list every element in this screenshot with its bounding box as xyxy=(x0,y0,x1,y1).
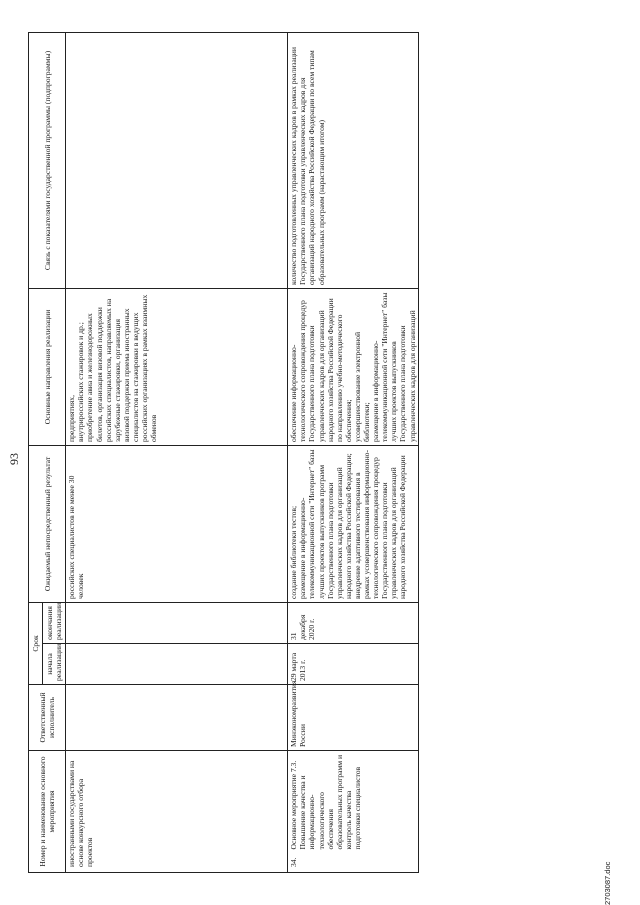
cell-start xyxy=(66,644,288,685)
header-row-1 xyxy=(29,32,43,872)
cell-name: иностранными государствами на основе конкурсного отбора проектов xyxy=(66,751,288,873)
cell-directions: обеспечение информационно-технологического сопровождения процедур Государственного плана подготовки управленческих кадров для организаций народного хозяйства Российской Федерации по направлению учебно-методического обеспечения; усовершенствование электронной библиотеки; размещение в информационно-телекоммуникационной сети "Интернет" базы лучших проектов выпускников Государственного плана подготовки управленческих кадров для организаций xyxy=(288,288,418,445)
header-link: Связь с показателями государственной программы (подпрограммы) xyxy=(29,32,66,288)
cell-responsible: Минэкономразвития России xyxy=(288,685,418,751)
document-id: 2703087.doc xyxy=(603,861,612,905)
measures-table xyxy=(28,32,419,873)
cell-link xyxy=(66,32,288,288)
header-term: Срок xyxy=(29,602,43,684)
table-row xyxy=(66,32,288,872)
cell-result: создание библиотеки тестов; размещение в информационно-телекоммуникационной сети "Интернет" базы лучших проектов выпускников программ Государственного плана подготовки управленческих кадров для организаций народного хозяйства Российской Федерации; внедрение адаптивного тестирования в рамках усовершенствования информационно-технологического сопровождения процедур Государственного плана подготовки управленческих кадров для организаций народного хозяйства Российской Федерации xyxy=(288,445,418,602)
cell-result: российских специалистов не менее 30 человек xyxy=(66,445,288,602)
header-end: окончания реализации xyxy=(43,602,66,643)
header-start: начала реализации xyxy=(43,644,66,685)
cell-directions: предприятиях, внутрироссийских стажировок и др.; приобретение авиа и железнодорожных билетов, организация визовой поддержки российских специалистов, направляемых на зарубежные стажировки, организация визовой поддержки приема иностранных специалистов на стажировки в ведущих российских организациях в рамках взаимных обменов xyxy=(66,288,288,445)
table-row xyxy=(288,32,418,872)
cell-num-name xyxy=(288,751,418,873)
cell-end: 31 декабря 2020 г. xyxy=(288,602,418,643)
cell-link: количество подготовленных управленческих кадров в рамках реализации Государственного плана подготовки управленческих кадров для организаций народного хозяйства Российской Федерации по всем типам образовательных программ (нарастающим итогом) xyxy=(288,32,418,288)
cell-start: 29 марта 2013 г. xyxy=(288,644,418,685)
header-responsible: Ответственный исполнитель xyxy=(29,685,66,751)
measure-name: Основное мероприятие 7.3. Повышение качества и информационно-технологического обеспечения образовательных программ и контроль качества подготовки специалистов xyxy=(289,754,362,850)
row-number: 34. xyxy=(289,857,299,867)
header-directions: Основные направления реализации xyxy=(29,288,66,445)
cell-end xyxy=(66,602,288,643)
header-num-name: Номер и наименование основного мероприятия xyxy=(29,751,66,873)
header-result: Ожидаемый непосредственный результат xyxy=(29,445,66,602)
page-number: 93 xyxy=(7,453,21,465)
cell-responsible xyxy=(66,685,288,751)
